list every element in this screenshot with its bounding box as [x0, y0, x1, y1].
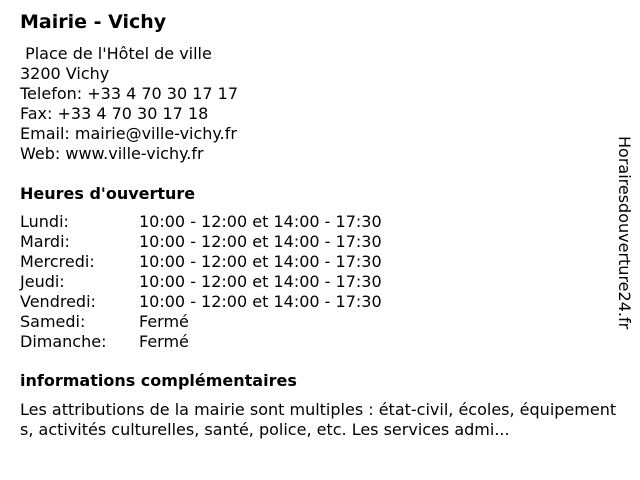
street-address: Place de l'Hôtel de ville — [20, 44, 212, 63]
site-watermark — [608, 136, 636, 371]
hours-value: 10:00 - 12:00 et 14:00 - 17:30 — [139, 212, 382, 231]
hours-row-thursday — [20, 272, 620, 292]
day-label: Samedi: — [20, 312, 86, 331]
opening-hours-heading: Heures d'ouverture — [20, 184, 196, 203]
hours-row-saturday — [20, 312, 620, 332]
hours-row-monday — [20, 212, 620, 232]
hours-row-sunday — [20, 332, 620, 352]
address-block — [20, 44, 620, 164]
hours-row-wednesday — [20, 252, 620, 272]
phone-line: Telefon: +33 4 70 30 17 17 — [20, 84, 239, 103]
day-label: Lundi: — [20, 212, 69, 231]
city-line: 3200 Vichy — [20, 64, 110, 83]
page-title: Mairie - Vichy — [20, 11, 167, 33]
hours-value: 10:00 - 12:00 et 14:00 - 17:30 — [139, 292, 382, 311]
day-label: Mercredi: — [20, 252, 95, 271]
hours-value: 10:00 - 12:00 et 14:00 - 17:30 — [139, 232, 382, 251]
web-line: Web: www.ville-vichy.fr — [20, 144, 204, 163]
fax-line: Fax: +33 4 70 30 17 18 — [20, 104, 209, 123]
hours-value: Fermé — [139, 332, 189, 351]
watermark-text: Horairesdouverture24.fr — [615, 136, 634, 330]
hours-row-friday — [20, 292, 620, 312]
day-label: Jeudi: — [20, 272, 65, 291]
email-line: Email: mairie@ville-vichy.fr — [20, 124, 237, 143]
hours-row-tuesday — [20, 232, 620, 252]
listing-content — [20, 10, 620, 440]
hours-value: 10:00 - 12:00 et 14:00 - 17:30 — [139, 272, 382, 291]
day-label: Dimanche: — [20, 332, 107, 351]
hours-value: Fermé — [139, 312, 189, 331]
hours-value: 10:00 - 12:00 et 14:00 - 17:30 — [139, 252, 382, 271]
opening-hours-table — [20, 212, 620, 352]
day-label: Vendredi: — [20, 292, 96, 311]
additional-info-text: Les attributions de la mairie sont multiples : état-civil, écoles, équipements, activités culturelles, santé, police, etc. Les services admi... — [20, 400, 617, 439]
additional-info-heading: informations complémentaires — [20, 371, 297, 390]
day-label: Mardi: — [20, 232, 70, 251]
